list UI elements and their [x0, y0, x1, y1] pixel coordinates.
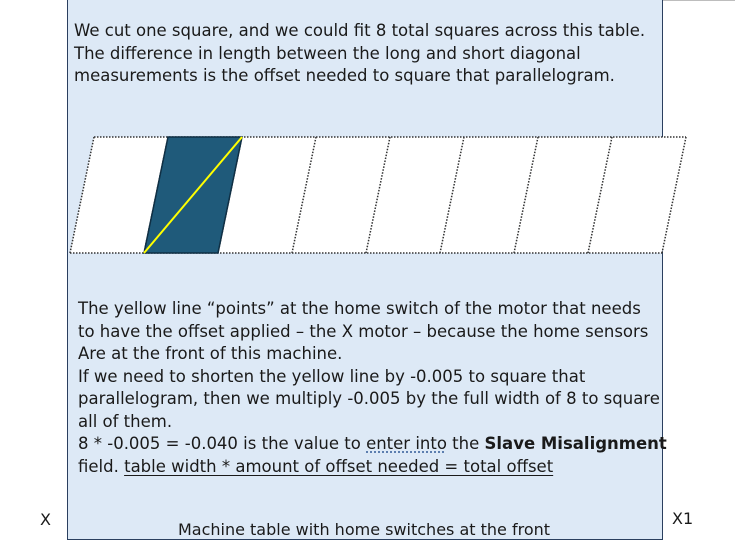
table-caption: Machine table with home switches at the front: [177, 520, 551, 539]
enter-into-text: enter into: [366, 434, 447, 453]
explanation-line-7: [78, 433, 667, 456]
explanation-text: [78, 298, 667, 478]
intro-line-3: measurements is the offset needed to square that parallelogram.: [74, 66, 615, 85]
intro-line-2: The difference in length between the long and short diagonal: [74, 43, 581, 63]
explanation-line-4: If we need to shorten the yellow line by -0.005 to square that: [78, 366, 586, 386]
x1-motor-label: X1: [672, 509, 694, 528]
formula-text: 8 * -0.005 = -0.040 is the value to: [78, 434, 367, 453]
field-text: field.: [78, 456, 125, 476]
explanation-line-5: parallelogram, then we multiply -0.005 by the full width of 8 to square: [78, 389, 660, 408]
explanation-line-3: Are at the front of this machine.: [78, 344, 343, 363]
offset-formula-text: table width * amount of offset needed = total offset: [124, 456, 554, 476]
the-text: the: [446, 434, 485, 453]
explanation-line-8: [78, 456, 658, 479]
explanation-line-6: all of them.: [78, 411, 173, 431]
explanation-line-1: The yellow line “points” at the home switch of the motor that needs: [78, 299, 641, 318]
explanation-line-2: to have the offset applied – the X motor – because the home sensors: [78, 321, 649, 341]
x-motor-label: X: [40, 510, 51, 529]
slave-misalignment-text: Slave Misalignment: [484, 434, 667, 453]
intro-line-1: We cut one square, and we could fit 8 total squares across this table.: [74, 21, 646, 40]
